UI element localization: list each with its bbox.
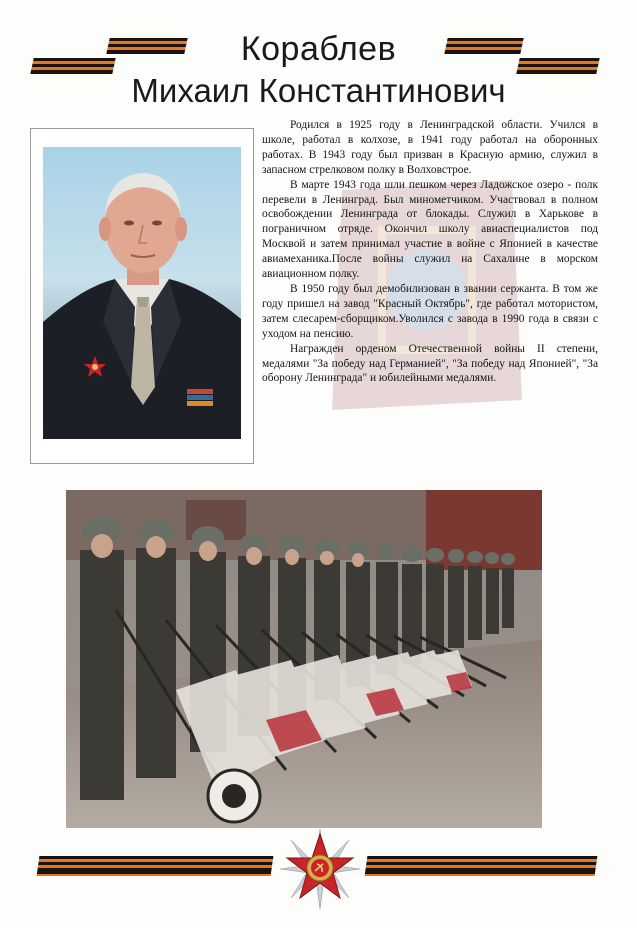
order-patriotic-war-icon (279, 828, 361, 910)
portrait-frame (30, 128, 254, 464)
given-names-heading: Михаил Константинович (131, 72, 506, 109)
st-george-ribbon-bottom-left (37, 856, 274, 876)
bio-paragraph: В марте 1943 года шли пешком через Ладожское озеро - полк перевели в Ленинград. Был минометчиком. Участвовал в полном освобождении Ленинграда от блокады. Служил в Харькове в пограничном отряде. Окончил школу авиаспециалистов под Москвой и затем принимал участие в войне с Японией в качестве авиамеханика.После войны служил на Сахалине в морском авиационном полку. (262, 178, 598, 281)
victory-parade-photo (66, 490, 542, 828)
bio-paragraph: Родился в 1925 году в Ленинградской области. Учился в школе, работал в колхозе, в 1941 году работал на оборонных работах. В 1943 году был призван в Красную армию, служил в запасном стрелковом полку в Волховстрое. (262, 119, 598, 176)
portrait-photo (43, 147, 241, 439)
biography-text (262, 118, 598, 386)
surname-heading: Кораблев (240, 30, 397, 68)
st-george-ribbon-bottom-right (365, 856, 598, 876)
bio-paragraph: Награжден орденом Отечественной войны II степени, медалями "За победу над Германией", "За победу над Японией", "За оборону Ленинграда" и юбилейными медалями. (262, 342, 598, 385)
bio-paragraph: В 1950 году был демобилизован в звании сержанта. В том же году пришел на завод "Красный Октябрь", где работал мотористом, затем слесарем-сборщиком.Уволился с завода в 1990 года в связи с уходом на пенсию. (262, 282, 598, 340)
